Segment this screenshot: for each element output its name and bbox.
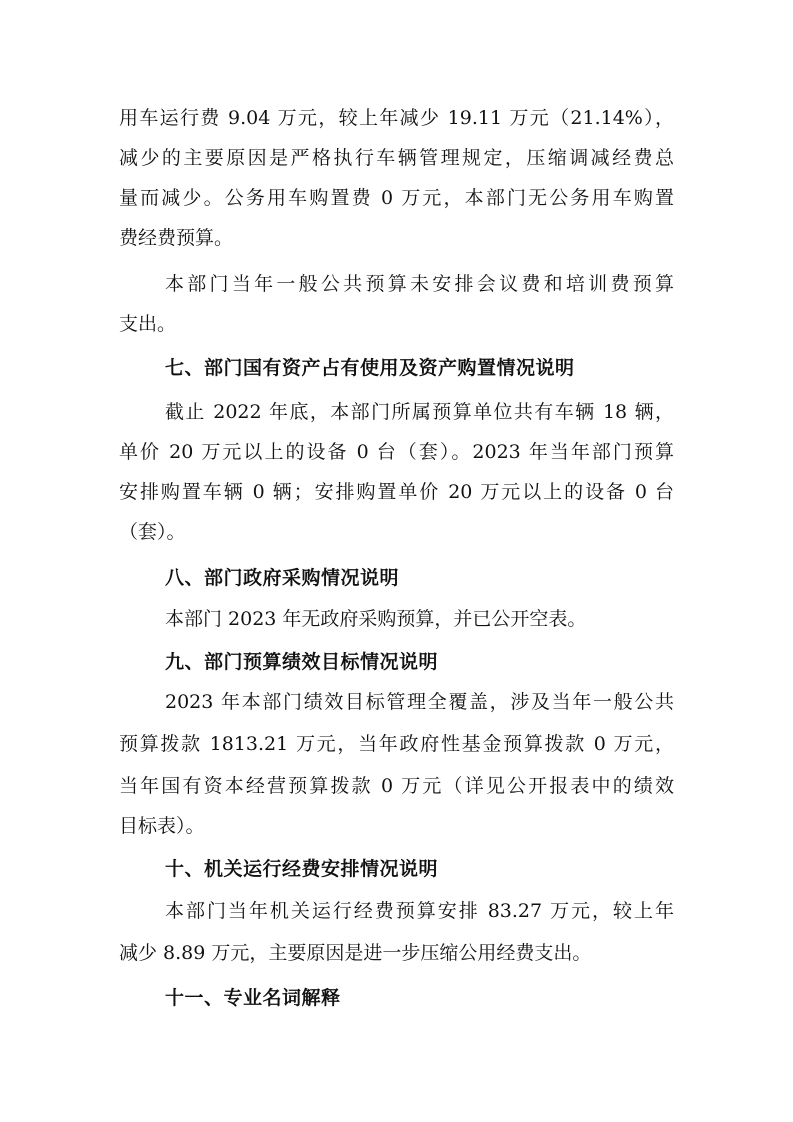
body-text: 量而减少。公务用车购置费 0 万元，本部门无公务用车购置: [119, 187, 674, 209]
body-line: [0, 182, 793, 214]
body-text: 当年国有资本经营预算拨款 0 万元（详见公开报表中的绩效: [119, 775, 674, 797]
body-line: [0, 268, 793, 300]
section-heading: [0, 352, 793, 384]
body-line: [0, 895, 793, 927]
body-text: 用车运行费 9.04 万元，较上年减少 19.11 万元（21.14%），: [119, 107, 674, 129]
body-line: [0, 436, 793, 468]
section-heading: [0, 562, 793, 594]
body-text: （套）。: [119, 521, 186, 543]
section-heading-text: 七、部门国有资产占有使用及资产购置情况说明: [165, 357, 575, 379]
section-heading-text: 十一、专业名词解释: [165, 987, 341, 1009]
body-text: 本部门当年一般公共预算未安排会议费和培训费预算: [165, 273, 674, 295]
body-line: [0, 142, 793, 174]
body-line: [0, 396, 793, 428]
body-text: 减少 8.89 万元，主要原因是进一步压缩公用经费支出。: [119, 942, 592, 964]
section-heading: [0, 853, 793, 885]
body-text: 支出。: [119, 313, 177, 335]
body-text: 预算拨款 1813.21 万元，当年政府性基金预算拨款 0 万元，: [119, 733, 674, 755]
body-line: [0, 937, 793, 969]
body-text: 2023 年本部门绩效目标管理全覆盖，涉及当年一般公共: [165, 691, 674, 713]
body-text: 本部门 2023 年无政府采购预算，并已公开空表。: [165, 608, 587, 630]
section-heading-text: 八、部门政府采购情况说明: [165, 567, 400, 589]
body-line: [0, 102, 793, 134]
body-text: 截止 2022 年底，本部门所属预算单位共有车辆 18 辆，: [165, 401, 674, 423]
section-heading: [0, 982, 793, 1014]
body-line: [0, 516, 793, 548]
body-line: [0, 770, 793, 802]
section-heading: [0, 646, 793, 678]
body-text: 本部门当年机关运行经费预算安排 83.27 万元，较上年: [165, 900, 674, 922]
body-line: [0, 476, 793, 508]
body-line: [0, 222, 793, 254]
section-heading-text: 九、部门预算绩效目标情况说明: [165, 651, 439, 673]
body-line: [0, 308, 793, 340]
body-line: [0, 603, 793, 635]
body-text: 安排购置车辆 0 辆；安排购置单价 20 万元以上的设备 0 台: [119, 481, 674, 503]
body-text: 费经费预算。: [119, 227, 234, 249]
body-line: [0, 810, 793, 842]
body-line: [0, 728, 793, 760]
body-text: 减少的主要原因是严格执行车辆管理规定，压缩调减经费总: [119, 147, 674, 169]
body-text: 目标表）。: [119, 815, 205, 837]
body-line: [0, 686, 793, 718]
body-text: 单价 20 万元以上的设备 0 台（套）。2023 年当年部门预算: [119, 441, 674, 463]
section-heading-text: 十、机关运行经费安排情况说明: [165, 858, 439, 880]
